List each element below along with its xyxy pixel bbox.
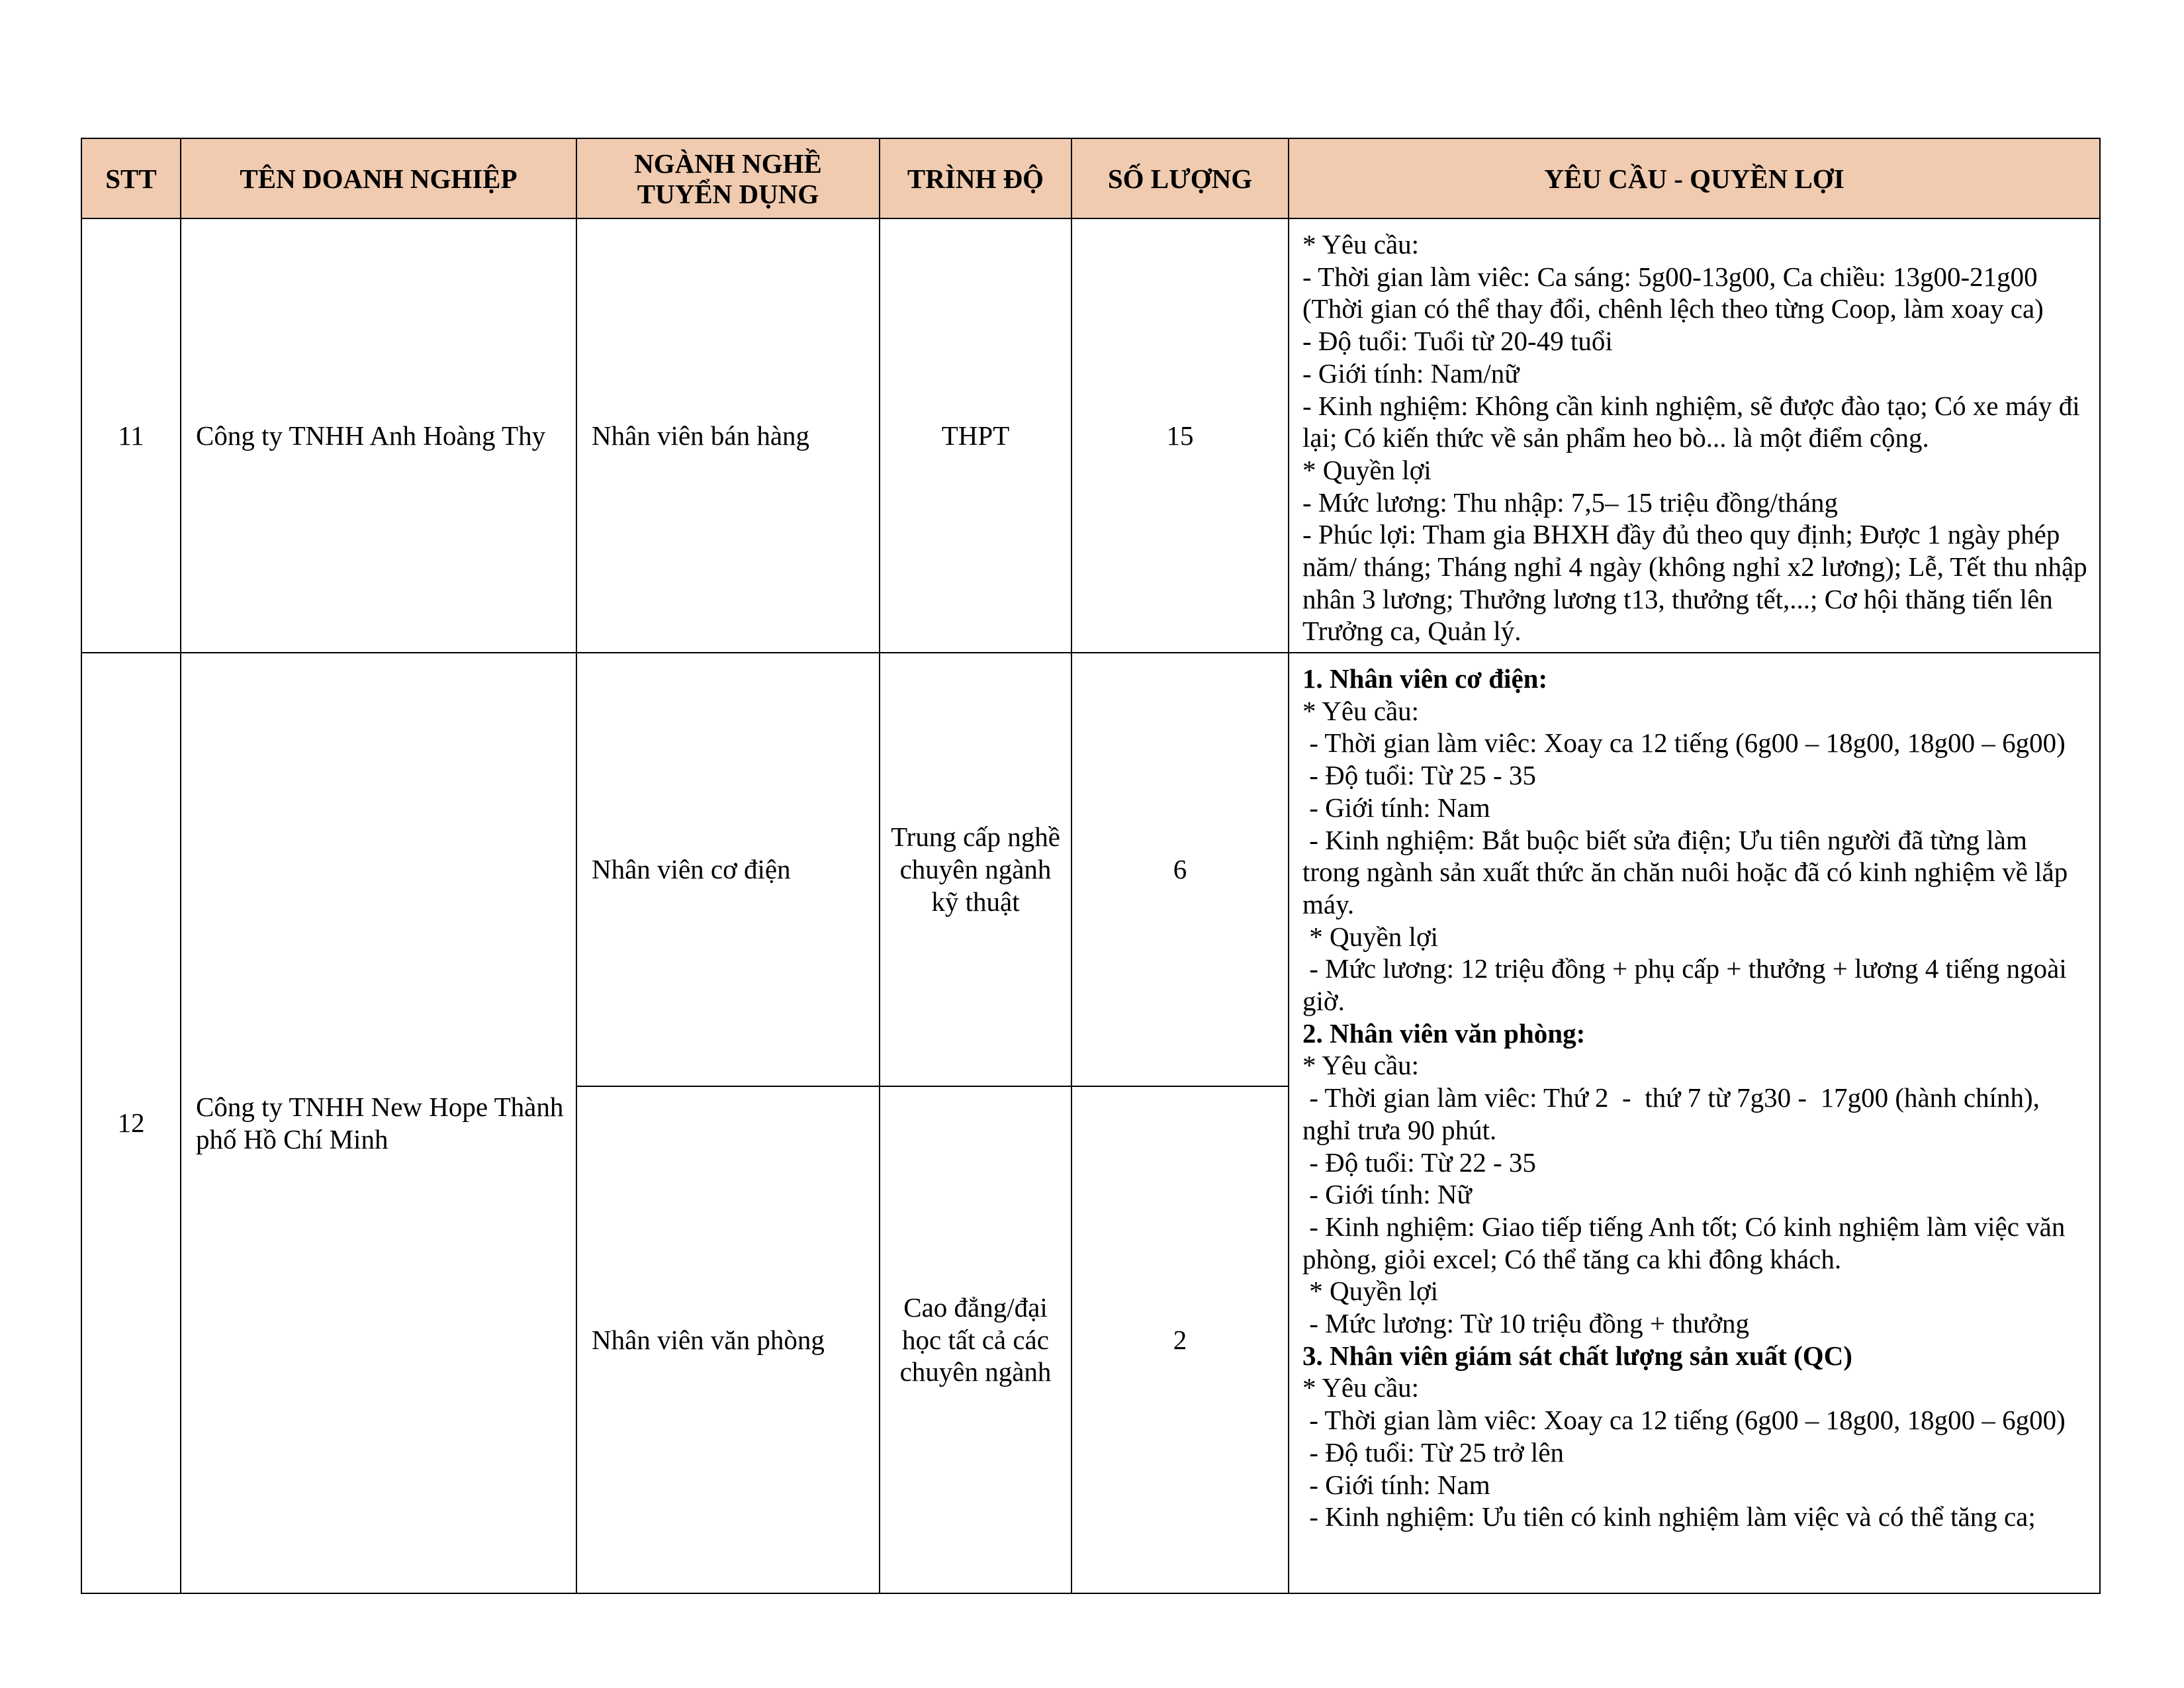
table-row (81, 653, 2100, 1086)
requirement-line: - Thời gian làm viêc: Xoay ca 12 tiếng (6g00 – 18g00, 18g00 – 6g00) (1302, 1405, 2066, 1436)
requirement-line: - Mức lương: 12 triệu đồng + phụ cấp + thưởng + lương 4 tiếng ngoài giờ. (1302, 953, 2074, 1017)
requirement-line: * Yêu cầu: (1302, 1050, 1420, 1081)
row-stt: 11 (81, 218, 181, 653)
row-stt: 12 (81, 653, 181, 1593)
header-stt: STT (81, 138, 181, 218)
requirement-line: * Yêu cầu: (1302, 229, 1420, 259)
row-level: THPT (880, 218, 1071, 653)
header-requirements: YÊU CẦU - QUYỀN LỢI (1289, 138, 2100, 218)
requirement-line: - Thời gian làm viêc: Ca sáng: 5g00-13g00, Ca chiều: 13g00-21g00 (Thời gian có thể thay đổi, chênh lệch theo từng Coop, làm xoay ca) (1302, 261, 2044, 324)
row-level: Trung cấp nghề chuyên ngành kỹ thuật (880, 653, 1071, 1086)
requirement-line: - Kinh nghiệm: Ưu tiên có kinh nghiệm làm việc và có thể tăng ca; (1302, 1501, 2036, 1532)
header-quantity: SỐ LƯỢNG (1071, 138, 1289, 218)
row-occupation: Nhân viên cơ điện (576, 653, 880, 1086)
row-requirements (1289, 653, 2100, 1593)
row-requirements (1289, 218, 2100, 653)
requirement-line: - Độ tuổi: Từ 25 - 35 (1302, 760, 1536, 791)
requirement-line: * Yêu cầu: (1302, 1372, 1420, 1403)
row-company: Công ty TNHH Anh Hoàng Thy (181, 218, 576, 653)
requirement-line: - Giới tính: Nam (1302, 792, 1490, 823)
row-company: Công ty TNHH New Hope Thành phố Hồ Chí Minh (181, 653, 576, 1593)
row-quantity: 2 (1071, 1086, 1289, 1593)
requirement-line: - Giới tính: Nam (1302, 1469, 1490, 1500)
requirement-line: - Độ tuổi: Tuổi từ 20-49 tuổi (1302, 326, 1613, 357)
requirement-line: - Giới tính: Nam/nữ (1302, 357, 1520, 389)
requirement-line: - Mức lương: Thu nhập: 7,5– 15 triệu đồng/tháng (1302, 487, 1838, 518)
table-row (81, 218, 2100, 653)
requirement-line: - Độ tuổi: Từ 25 trở lên (1302, 1436, 1565, 1468)
requirement-line: - Độ tuổi: Từ 22 - 35 (1302, 1147, 1536, 1178)
requirement-line: - Kinh nghiệm: Giao tiếp tiếng Anh tốt; Có kinh nghiệm làm việc văn phòng, giỏi excel; Có thể tăng ca khi đông khách. (1302, 1211, 2072, 1274)
requirement-heading: 2. Nhân viên văn phòng: (1302, 1017, 1586, 1049)
requirement-line: * Yêu cầu: (1302, 695, 1420, 726)
row-quantity: 15 (1071, 218, 1289, 653)
requirement-line: - Thời gian làm viêc: Thứ 2 - thứ 7 từ 7g30 - 17g00 (hành chính), nghỉ trưa 90 phút. (1302, 1082, 2047, 1145)
row-occupation: Nhân viên bán hàng (576, 218, 880, 653)
requirement-line: - Giới tính: Nữ (1302, 1179, 1472, 1210)
table-header-row (81, 138, 2100, 218)
row-level: Cao đẳng/đại học tất cả các chuyên ngành (880, 1086, 1071, 1593)
header-occupation: NGÀNH NGHỀ TUYỂN DỤNG (576, 138, 880, 218)
header-level: TRÌNH ĐỘ (880, 138, 1071, 218)
requirements-text (1302, 663, 2087, 1593)
requirement-line: - Thời gian làm viêc: Xoay ca 12 tiếng (6g00 – 18g00, 18g00 – 6g00) (1302, 727, 2066, 759)
header-company: TÊN DOANH NGHIỆP (181, 138, 576, 218)
row-quantity: 6 (1071, 653, 1289, 1086)
requirement-line: * Quyền lợi (1302, 454, 1432, 485)
requirement-line: * Quyền lợi (1302, 1276, 1439, 1307)
requirement-line: - Kinh nghiệm: Không cần kinh nghiệm, sẽ được đào tạo; Có xe máy đi lại; Có kiến thức về sản phẩm heo bò... là một điểm cộng. (1302, 390, 2087, 453)
requirement-heading: 3. Nhân viên giám sát chất lượng sản xuất (QC) (1302, 1340, 1852, 1371)
requirement-line: - Kinh nghiệm: Bắt buộc biết sửa điện; Ưu tiên người đã từng làm trong ngành sản xuất thức ăn chăn nuôi hoặc đã có kinh nghiệm về lắp máy. (1302, 824, 2075, 919)
recruitment-table (81, 138, 2101, 1594)
requirements-text (1302, 228, 2094, 652)
requirement-line: - Mức lương: Từ 10 triệu đồng + thưởng (1302, 1308, 1750, 1339)
requirement-line: - Phúc lợi: Tham gia BHXH đầy đủ theo quy định; Được 1 ngày phép năm/ tháng; Tháng nghỉ 4 ngày (không nghỉ x2 lương); Lễ, Tết thu nhập nhân 3 lương; Thưởng lương t13, thưởng tết,...; Cơ hội thăng tiến lên Trưởng ca, Quản lý. (1302, 519, 2094, 647)
row-occupation: Nhân viên văn phòng (576, 1086, 880, 1593)
requirement-line: * Quyền lợi (1302, 921, 1439, 952)
requirement-heading: 1. Nhân viên cơ điện: (1302, 663, 1548, 694)
